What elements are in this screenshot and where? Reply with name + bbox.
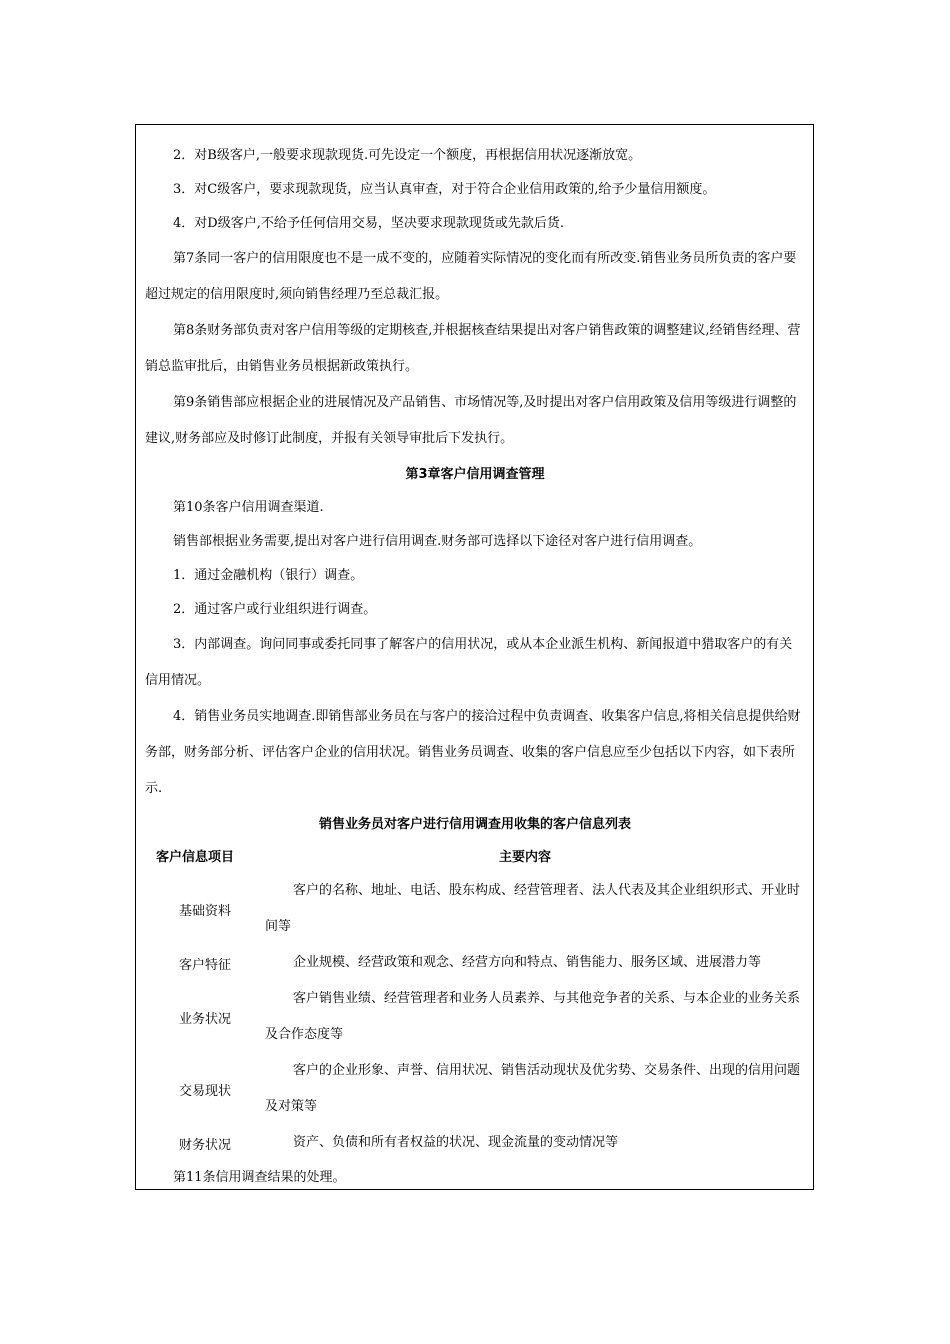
- row-content: 客户销售业绩、经营管理者和业务人员素养、与其他竞争者的关系、与本企业的业务关系及合作态度等: [265, 991, 801, 1042]
- table-row: [145, 1125, 805, 1161]
- row-item: 基础资料: [178, 903, 231, 919]
- paragraph: 销售部根据业务需要,提出对客户进行信用调查.财务部可选择以下途径对客户进行信用调查。: [173, 534, 702, 549]
- paragraph: 2．对B级客户,一般要求现款现货.可先设定一个额度，再根据信用状况逐渐放宽。: [173, 148, 642, 163]
- article-8: 第8条财务部负责对客户信用等级的定期核查,并根据核查结果提出对客户销售政策的调整建议,经销售经理、营销总监审批后，由销售业务员根据新政策执行。: [145, 323, 801, 374]
- list-item: 4．销售业务员实地调查.即销售部业务员在与客户的接洽过程中负责调查、收集客户信息,将相关信息提供给财务部，财务部分析、评估客户企业的信用状况。销售业务员调查、收集的客户信息应至少包括以下内容，如下表所示.: [145, 709, 801, 796]
- table-row: [145, 945, 805, 981]
- header-item: 客户信息项目: [155, 850, 234, 865]
- paragraph: 3．对C级客户，要求现款现货，应当认真审查，对于符合企业信用政策的,给予少量信用额度。: [173, 182, 716, 197]
- table-row: [145, 1053, 805, 1125]
- table-header: [145, 843, 805, 873]
- article-11: 第11条信用调查结果的处理。: [173, 1170, 346, 1185]
- table-row: [145, 873, 805, 945]
- row-content: 资产、负债和所有者权益的状况、现金流量的变动情况等: [293, 1135, 619, 1150]
- document-body: [145, 139, 805, 1195]
- row-content: 客户的企业形象、声誉、信用状况、销售活动现状及优劣势、交易条件、出现的信用问题及对策等: [265, 1063, 801, 1114]
- article-10: 第10条客户信用调查渠道.: [173, 500, 324, 515]
- row-content: 企业规模、经营政策和观念、经营方向和特点、销售能力、服务区域、进展潜力等: [293, 955, 762, 970]
- row-content: 客户的名称、地址、电话、股东构成、经营管理者、法人代表及其企业组织形式、开业时间等: [265, 883, 801, 934]
- info-table: [145, 843, 805, 1161]
- table-row: [145, 981, 805, 1053]
- paragraph: 4．对D级客户,不给予任何信用交易，坚决要求现款现货或先款后货.: [173, 216, 564, 231]
- list-item: 1．通过金融机构（银行）调查。: [173, 568, 364, 583]
- row-item: 业务状况: [178, 1011, 231, 1027]
- list-item: 2．通过客户或行业组织进行调查。: [173, 602, 377, 617]
- table-title: 销售业务员对客户进行信用调查用收集的客户信息列表: [318, 817, 631, 832]
- list-item: 3．内部调查。询问同事或委托同事了解客户的信用状况，或从本企业派生机构、新闻报道中猎取客户的有关信用情况。: [145, 637, 793, 688]
- article-7: 第7条同一客户的信用限度也不是一成不变的，应随着实际情况的变化而有所改变.销售业务员所负责的客户要超过规定的信用限度时,须向销售经理乃至总裁汇报。: [145, 251, 797, 302]
- row-item: 客户特征: [178, 957, 231, 973]
- chapter-heading: 第3章客户信用调查管理: [405, 467, 545, 482]
- header-content: 主要内容: [498, 850, 551, 865]
- row-item: 交易现状: [178, 1083, 231, 1099]
- article-9: 第9条销售部应根据企业的进展情况及产品销售、市场情况等,及时提出对客户信用政策及信用等级进行调整的建议,财务部应及时修订此制度，并报有关领导审批后下发执行。: [145, 395, 797, 446]
- row-item: 财务状况: [178, 1137, 231, 1153]
